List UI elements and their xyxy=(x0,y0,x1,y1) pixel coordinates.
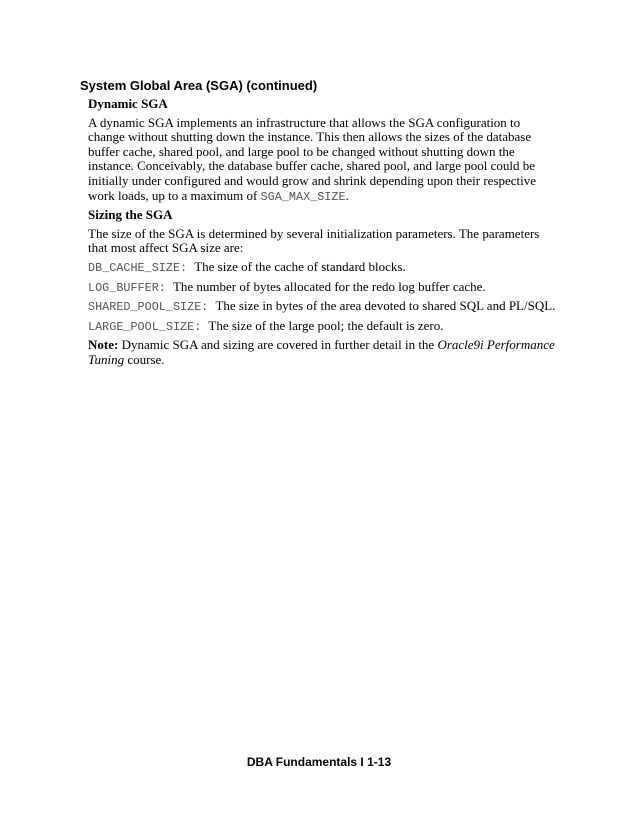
param-log-buffer xyxy=(88,280,558,296)
param-name: SHARED_POOL_SIZE xyxy=(88,300,202,315)
page-heading: System Global Area (SGA) (continued) xyxy=(80,78,318,93)
param-db-cache-size xyxy=(88,260,558,276)
sizing-sga-heading: Sizing the SGA xyxy=(88,207,173,223)
sga-max-size-param: SGA_MAX_SIZE xyxy=(260,189,346,204)
param-description: The size in bytes of the area devoted to shared SQL and PL/SQL. xyxy=(215,298,556,314)
sizing-sga-paragraph: The size of the SGA is determined by several initialization parameters. The parameters that most affect SGA size are: xyxy=(88,225,540,256)
param-description: The number of bytes allocated for the redo log buffer cache. xyxy=(172,278,486,294)
param-name: DB_CACHE_SIZE xyxy=(88,260,181,275)
param-description: The size of the large pool; the default is zero. xyxy=(208,317,444,333)
dynamic-sga-period: . xyxy=(345,187,349,203)
note-end: course. xyxy=(124,351,165,367)
note-paragraph xyxy=(88,338,558,367)
param-separator: : xyxy=(194,319,209,334)
note-text: Dynamic SGA and sizing are covered in further detail in the xyxy=(118,337,438,353)
course-title: Oracle9i Performance Tuning xyxy=(88,337,555,367)
page-footer: DBA Fundamentals I 1-13 xyxy=(246,755,392,769)
param-name: LARGE_POOL_SIZE xyxy=(88,319,195,334)
dynamic-sga-text: A dynamic SGA implements an infrastructure that allows the SGA configuration to change without shutting down the instance. This then allows the sizes of the database buffer cache, shared pool, and large pool to be changed without shutting down the instance. Conceivably, the database buffer cache, shared pool, and large pool could be initially under configured and would grow and shrink depending upon their respective work loads, up to a maximum of xyxy=(88,114,537,203)
param-shared-pool-size xyxy=(88,299,558,315)
param-separator: : xyxy=(158,280,173,295)
note-label: Note: xyxy=(88,337,119,353)
dynamic-sga-heading: Dynamic SGA xyxy=(88,96,168,111)
dynamic-sga-paragraph xyxy=(88,116,558,205)
param-separator: : xyxy=(201,300,216,315)
param-large-pool-size xyxy=(88,319,558,335)
param-description: The size of the cache of standard blocks. xyxy=(194,258,406,274)
page-body xyxy=(88,97,558,372)
param-name: LOG_BUFFER xyxy=(88,280,159,295)
param-separator: : xyxy=(180,260,195,275)
